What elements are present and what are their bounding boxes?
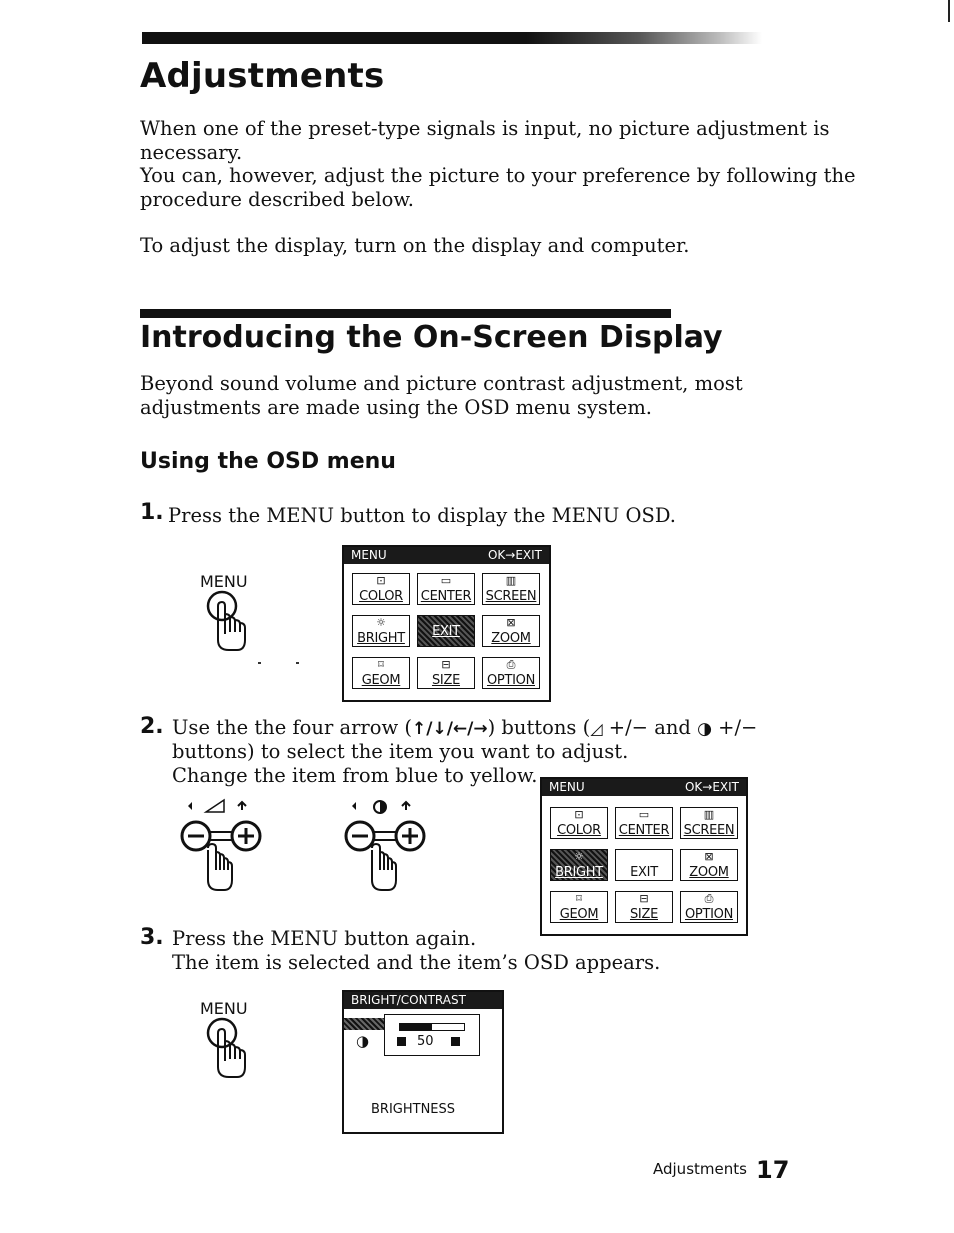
bright-contrast-title: BRIGHT/CONTRAST [351, 993, 466, 1007]
section-rule [140, 309, 671, 318]
step-3-number: 3. [140, 925, 164, 950]
menu-item-exit-selected[interactable]: EXIT [417, 615, 475, 647]
speck [258, 662, 261, 664]
center-icon: ▭ [440, 574, 452, 587]
step-2-line-1: Use the the four arrow (↑/↓/←/→) buttons (◿ +/− and ◑ +/− [172, 716, 758, 739]
menu-item-screen[interactable]: ▥ SCREEN [482, 573, 540, 605]
bright-contrast-osd [342, 990, 504, 1134]
brightness-value: 50 [417, 1034, 434, 1049]
contrast-icon: ◿ [590, 719, 603, 738]
menu-button-label: MENU [200, 572, 248, 591]
brightness-plus-minus-button-icon [340, 798, 432, 894]
option-icon: ⎙ [506, 658, 516, 671]
intro-line-3: You can, however, adjust the picture to your preference by following the [140, 164, 856, 187]
page-number: 17 [756, 1156, 790, 1184]
step-1-text: Press the MENU button to display the MENU OSD. [168, 504, 677, 527]
top-rule [142, 32, 762, 44]
menu-item-color[interactable]: ⊡ COLOR [550, 807, 608, 839]
menu-osd-titlebar [344, 547, 549, 564]
intro-line-1: When one of the preset-type signals is input, no picture adjustment is [140, 117, 830, 140]
brightness-level-fill [400, 1024, 432, 1030]
intro-line-4: procedure described below. [140, 188, 414, 211]
sun-icon: ☼ [376, 616, 386, 629]
screen-icon: ▥ [703, 808, 715, 821]
menu-item-size[interactable]: ⊟ SIZE [417, 657, 475, 689]
selected-tab-marker [344, 1018, 384, 1030]
menu-item-center[interactable]: ▭ CENTER [417, 573, 475, 605]
menu-item-option[interactable]: ⎙ OPTION [680, 891, 738, 923]
size-icon: ⊟ [441, 658, 451, 671]
sun-icon: ☼ [574, 850, 584, 863]
menu-item-color[interactable]: ⊡ COLOR [352, 573, 410, 605]
footer-section: Adjustments [653, 1160, 747, 1178]
menu-osd-titlebar [542, 779, 746, 796]
menu-osd [342, 545, 551, 702]
menu-item-screen[interactable]: ▥ SCREEN [680, 807, 738, 839]
menu-item-center[interactable]: ▭ CENTER [615, 807, 673, 839]
size-icon: ⊟ [639, 892, 649, 905]
step-2-number: 2. [140, 714, 164, 739]
brightness-icon: ◑ [697, 719, 712, 739]
brightness-level-bar [399, 1023, 465, 1031]
menu-osd-bright-selected [540, 777, 748, 936]
bright-contrast-titlebar [344, 992, 502, 1009]
menu-button-press-icon [205, 1017, 251, 1081]
section-body-line-1: Beyond sound volume and picture contrast adjustment, most [140, 372, 743, 395]
palette-icon: ⊡ [574, 808, 584, 821]
page-edge-mark [948, 0, 950, 22]
menu-item-geom[interactable]: ⌑ GEOM [352, 657, 410, 689]
menu-osd-hint: OK→EXIT [487, 548, 542, 562]
speck [296, 662, 299, 664]
intro-line-5: To adjust the display, turn on the display and computer. [140, 234, 690, 257]
zoom-icon: ⊠ [704, 850, 714, 863]
brightness-control[interactable] [384, 1014, 480, 1056]
menu-item-bright-selected[interactable]: ☼ BRIGHT [550, 849, 608, 881]
menu-button-label: MENU [200, 999, 248, 1018]
intro-line-2: necessary. [140, 141, 243, 164]
step-1-number: 1. [140, 500, 164, 525]
brightness-caption: BRIGHTNESS [371, 1102, 456, 1117]
geometry-icon: ⌑ [576, 892, 582, 905]
geometry-icon: ⌑ [378, 658, 384, 671]
menu-item-geom[interactable]: ⌑ GEOM [550, 891, 608, 923]
menu-osd-title: MENU [351, 548, 387, 562]
step-2-line-2: buttons) to select the item you want to adjust. [172, 740, 629, 763]
menu-item-option[interactable]: ⎙ OPTION [482, 657, 540, 689]
menu-item-zoom[interactable]: ⊠ ZOOM [482, 615, 540, 647]
subsection-title: Using the OSD menu [140, 449, 396, 474]
section-title: Introducing the On-Screen Display [140, 320, 723, 355]
decrease-button[interactable] [397, 1037, 406, 1046]
menu-item-exit[interactable]: EXIT [615, 849, 673, 881]
brightness-icon: ◑ [356, 1032, 370, 1050]
option-icon: ⎙ [704, 892, 714, 905]
palette-icon: ⊡ [376, 574, 386, 587]
contrast-plus-minus-button-icon [176, 798, 268, 894]
menu-button-press-icon [205, 590, 251, 654]
menu-item-bright[interactable]: ☼ BRIGHT [352, 615, 410, 647]
zoom-icon: ⊠ [506, 616, 516, 629]
screen-icon: ▥ [505, 574, 517, 587]
step-3-line-1: Press the MENU button again. [172, 927, 477, 950]
menu-item-size[interactable]: ⊟ SIZE [615, 891, 673, 923]
menu-osd-title: MENU [549, 780, 585, 794]
increase-button[interactable] [451, 1037, 460, 1046]
menu-item-zoom[interactable]: ⊠ ZOOM [680, 849, 738, 881]
section-body-line-2: adjustments are made using the OSD menu system. [140, 396, 653, 419]
arrow-keys-icon: ↑/↓/←/→ [412, 719, 488, 739]
step-2-line-3: Change the item from blue to yellow. [172, 764, 538, 787]
step-3-line-2: The item is selected and the item’s OSD appears. [172, 951, 661, 974]
menu-osd-hint: OK→EXIT [684, 780, 739, 794]
page-title: Adjustments [140, 56, 385, 96]
center-icon: ▭ [638, 808, 650, 821]
